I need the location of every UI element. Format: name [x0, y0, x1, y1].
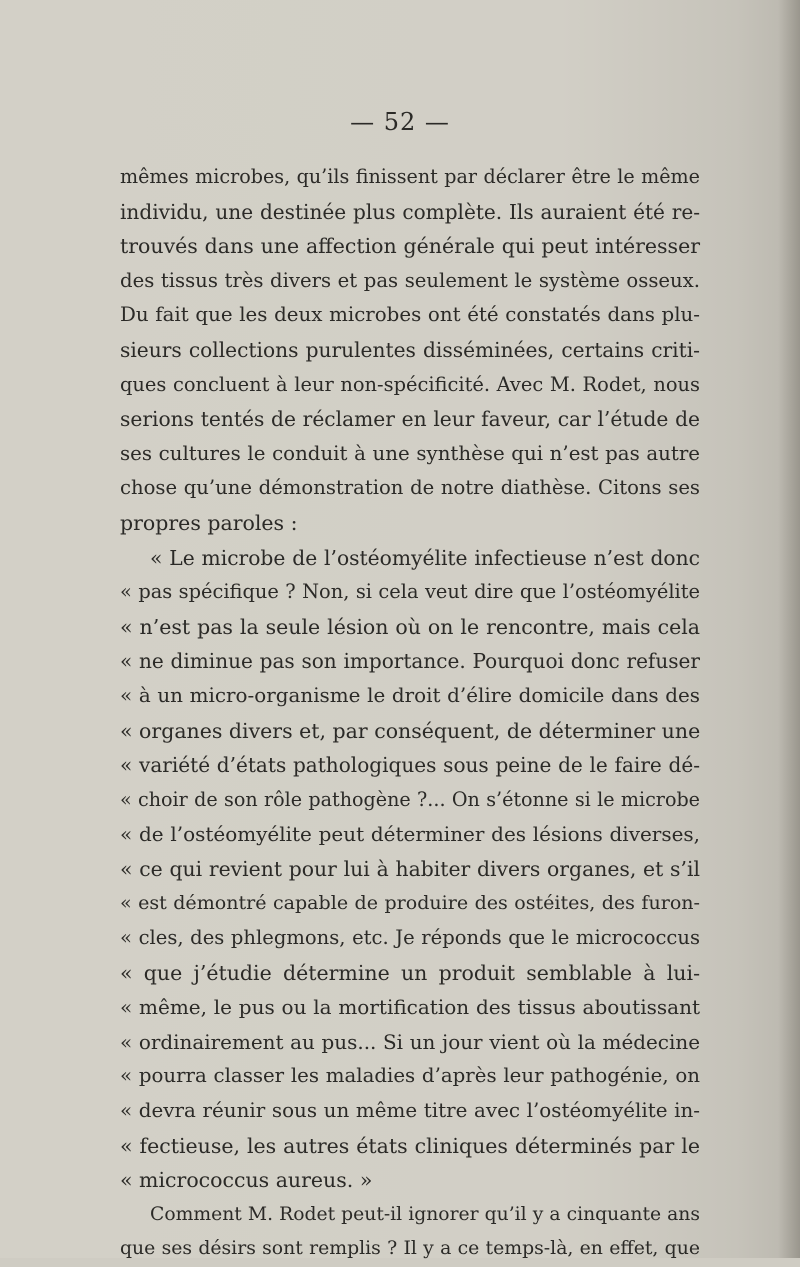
quote-line: « fectieuse, les autres états cliniques déterminés par le: [120, 1133, 700, 1158]
text-line: trouvés dans une affection générale qui peut intéresser: [120, 234, 700, 259]
quote-line: « de l’ostéomyélite peut déterminer des lésions diverses,: [120, 822, 700, 847]
quote-line: « choir de son rôle pathogène ?... On s’étonne si le microbe: [120, 787, 700, 811]
text-line: Du fait que les deux microbes ont été constatés dans plu-: [120, 303, 700, 327]
quote-line: « ce qui revient pour lui à habiter divers organes, et s’il: [120, 856, 700, 881]
quote-line: « variété d’états pathologiques sous peine de le faire dé-: [120, 753, 700, 778]
quote-line: « que j’étudie détermine un produit semblable à lui-: [120, 960, 700, 985]
quote-line: « ordinairement au pus... Si un jour vient où la médecine: [120, 1029, 700, 1054]
text-line: sieurs collections purulentes disséminées, certains criti-: [120, 337, 700, 362]
quote-line: « à un micro-organisme le droit d’élire domicile dans des: [120, 683, 700, 707]
quote-line: « pourra classer les maladies d’après leur pathogénie, on: [120, 1064, 700, 1088]
quote-line: « ne diminue pas son importance. Pourquoi donc refuser: [120, 649, 700, 674]
text-line: serions tentés de réclamer en leur faveur, car l’étude de: [120, 407, 700, 432]
text-line: Comment M. Rodet peut-il ignorer qu’il y a cinquante ans: [150, 1203, 700, 1225]
quote-line: « n’est pas la seule lésion où on le rencontre, mais cela: [120, 614, 700, 639]
text-line: chose qu’une démonstration de notre diathèse. Citons ses: [120, 476, 700, 500]
text-line: ques concluent à leur non-spécificité. Avec M. Rodet, nous: [120, 372, 700, 396]
text-line: mêmes microbes, qu’ils finissent par déclarer être le même: [120, 165, 700, 188]
text-line: propres paroles :: [120, 510, 298, 535]
quote-line: « Le microbe de l’ostéomyélite infectieuse n’est donc: [150, 545, 700, 570]
quote-line: « pas spécifique ? Non, si cela veut dire que l’ostéomyélite: [120, 580, 700, 604]
quote-line: « micrococcus aureus. »: [120, 1168, 373, 1193]
page-edge-shadow: [778, 0, 800, 1258]
text-line: ses cultures le conduit à une synthèse qui n’est pas autre: [120, 441, 700, 465]
quote-line: « devra réunir sous un même titre avec l’ostéomyélite in-: [120, 1099, 700, 1123]
page-number: — 52 —: [350, 108, 450, 136]
text-line: que ses désirs sont remplis ? Il y a ce temps-là, en effet, que: [120, 1238, 700, 1260]
quote-line: « est démontré capable de produire des ostéites, des furon-: [120, 892, 700, 915]
text-line: des tissus très divers et pas seulement le système osseux.: [120, 268, 700, 292]
quote-line: « même, le pus ou la mortification des tissus aboutissant: [120, 995, 700, 1020]
text-line: individu, une destinée plus complète. Ils auraient été re-: [120, 199, 700, 224]
quote-line: « cles, des phlegmons, etc. Je réponds que le micrococcus: [120, 926, 700, 950]
quote-line: « organes divers et, par conséquent, de déterminer une: [120, 718, 701, 743]
body-text: [120, 160, 700, 1267]
